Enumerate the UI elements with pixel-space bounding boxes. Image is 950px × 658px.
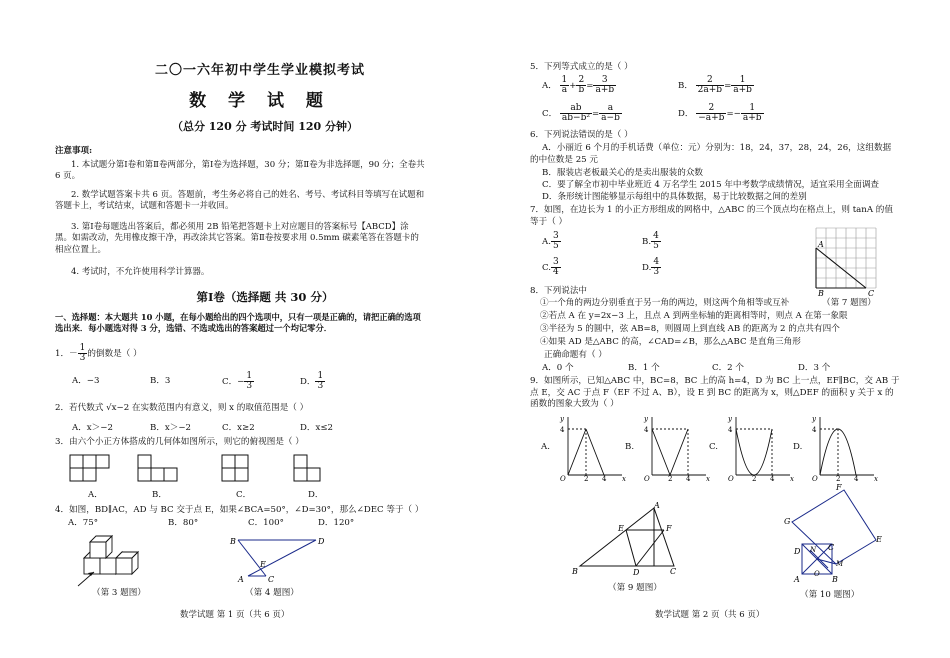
q5-a-d1: a [561,85,568,95]
fig7-label-c: C [868,289,875,298]
fig4-label-b: B [230,537,236,546]
q7-a-label: A. [542,237,551,247]
notice-1: 1. 本试题分第Ⅰ卷和第Ⅱ卷两部分，第Ⅰ卷为选择题，30 分；第Ⅱ卷为非选择题，90 分；全卷共 6 页。 [55,160,425,182]
graph-a-t2: 2 [584,475,589,483]
q6-option-a: A．小丽近 6 个月的手机话费（单位：元）分别为：18，24，37，28，24，26，这组数据的中位数是 25 元 [530,143,892,165]
q7-c-num: 3 [553,257,559,267]
q1-option-b: B．3 [150,376,171,386]
q6-option-d: D．条形统计图能够显示每组中的具体数据，易于比较数据之间的差别 [542,192,807,202]
q8-item-1: ①一个角的两边分别垂直于另一角的两边，则这两个角相等或互补 [540,298,790,308]
fig7-label-a: A [818,240,824,249]
fig9-label-b: B [572,567,578,576]
fig10-label-d: D [794,547,801,556]
q9-graph-b [640,413,712,481]
fig4-label-a: A [238,575,244,584]
q6-option-c: C．要了解全市初中毕业班近 4 万名学生 2015 年中考数学成绩情况，适宜采用全面调查 [542,180,880,190]
fig3-caption: （第 3 题图） [92,588,146,598]
q2-option-a: A．x＞−2 [72,423,113,433]
q1-den: 3 [79,353,86,363]
fig10-label-n: N [810,546,817,554]
q7-option-d [642,258,661,277]
q7-option-a [542,232,561,251]
q7-b-label: B. [642,237,652,247]
graph-c-origin: O [728,475,734,483]
section-title: 第Ⅰ卷（选择题 共 30 分） [196,290,334,304]
fig9-label-e: E [618,524,624,533]
q4-option-d: D．120° [318,518,355,528]
q1-fraction [78,344,88,363]
q1-option-d-label: D． [300,377,316,387]
q3-option-c: C． [236,490,252,500]
q7-option-b [642,232,661,251]
graph-b-origin: O [644,475,650,483]
q5-b-label: B． [678,81,693,91]
q1-option-a: A．−3 [72,376,100,386]
fig4-label-c: C [268,575,275,584]
q1-option-d [300,372,325,391]
q4-option-c: C．100° [248,518,284,528]
q9-option-c: C. [709,442,719,452]
q8-tail: 正确命题有（ ） [544,350,607,360]
fig10-caption: （第 10 题图） [800,590,860,600]
q2-option-c: C．x≥2 [222,423,255,433]
fig10-label-f: F [836,483,842,492]
q2-stem: 2．若代数式 √x−2 在实数范围内有意义，则 x 的取值范围是（ ） [55,403,309,413]
q5-a-n3: 3 [593,76,616,86]
graph-d-origin: O [812,475,818,483]
notice-3: 3. 第Ⅰ卷每题选出答案后，都必须用 2B 铅笔把答题卡上对应题目的答案标号【ABCD】涂黑。如需改动，先用橡皮擦干净，再改涂其它答案。第Ⅱ卷按要求用 0.5mm 碳素笔答在答题卡的相应位置上。 [55,222,419,255]
q1-num: 1 [79,343,86,353]
fig10-label-c: C [828,543,835,552]
q1-d-num: 1 [317,371,324,381]
q10-figure [784,484,884,588]
fig10-label-o: O [814,570,820,578]
q5-option-d: D． $\frac{2}{-a+b}$ =− $\frac{1}{a+b}$ [678,103,762,123]
q9-option-a: A. [541,442,550,452]
q1-c-num: 1 [246,371,253,381]
q6-option-b: B．服装店老板最关心的是卖出服装的众数 [542,168,704,178]
q2-option-b: B．x＞−2 [150,423,192,433]
q7-c-den: 4 [553,267,559,277]
graph-a-y4: 4 [560,426,565,434]
q5-a-n2: 2 [576,76,586,86]
q5-a-d3: a+b [595,85,615,95]
q7-d-den: 3 [653,267,660,277]
q8-item-3: ③半径为 5 的圆中，弦 AB=8，则圆周上到直线 AB 的距离为 2 的点共有四个 [540,324,840,334]
q5-stem: 5．下列等式成立的是（ ） [530,62,633,72]
fig4-label-d: D [318,537,325,546]
q5-option-b: B． $\frac{2}{2a+b}$ = $\frac{1}{a+b}$ [678,75,752,95]
fig9-label-c: C [670,567,677,576]
q5-d-d2: a+b [742,113,762,123]
q5-b-d2: a+b [733,85,752,95]
q3-option-a-figure [70,455,110,487]
fig10-label-a: A [794,575,800,584]
q4-stem: 4．如图，BD∥AC，AD 与 BC 交于点 E，如果∠BCA=50°，∠D=30°，那么∠DEC 等于（ ） [55,505,424,515]
q8-item-2: ②若点 A 在 y=2x−3 上，且点 A 到两坐标轴的距离相等时，则点 A 在第一象限 [540,311,848,321]
q1-c-den: 3 [246,381,253,391]
page2-footer: 数学试题 第 2 页（共 6 页） [655,610,765,620]
fig9-label-d: D [633,568,640,577]
q7-d-num: 4 [653,257,660,267]
q7-grid-figure [816,228,880,296]
q7-d-label: D. [642,263,652,273]
q9-triangle-figure [572,500,692,582]
exam-meta: （总分 120 分 考试时间 120 分钟） [171,120,359,133]
q3-stem: 3．由六个小正方体搭成的几何体如图所示，则它的俯视图是（ ） [55,437,304,447]
q4-figure [230,536,330,584]
q5-b-n1: 2 [696,76,724,86]
q5-c-d1: ab−b² [561,113,590,123]
q5-c-d2: a−b [601,113,620,123]
q5-option-a: A． $\frac{1}{a}$ + $\frac{2}{b}$ = $\frac{3}{a+b}$ [542,75,615,95]
q3-option-b-figure [138,455,178,487]
q9-graph-d [808,413,880,481]
fig10-label-m: M [836,560,844,568]
q5-c-label: C． [542,109,558,119]
exam-title: 二〇一六年初中学生学业模拟考试 [154,63,365,78]
q1-stem [55,344,142,363]
q8-option-b: B．1 个 [628,363,660,373]
fig10-label-g: G [784,517,791,526]
q7-b-den: 5 [653,241,659,251]
q8-item-4: ④如果 AD 是△ABC 的高，∠CAD=∠B，那么△ABC 是直角三角形 [540,337,801,347]
q5-option-c: C． $\frac{ab}{\text{ab−b²}}$ = $\frac{a}{a-b}$ [542,103,620,123]
q1-option-c-label: C．− [222,377,245,387]
q2-option-d: D．x≤2 [300,423,333,433]
exam-subject: 数 学 试 题 [189,91,331,111]
q5-c-n1: ab [560,104,592,114]
graph-d-t4: 4 [854,475,859,483]
fig9-label-a: A [654,501,660,510]
q1-d-den: 3 [317,381,324,391]
fig9-caption: （第 9 题图） [608,583,662,593]
q8-option-a: A．0 个 [542,363,574,373]
graph-b-y4: 4 [644,426,649,434]
graph-c-t2: 2 [752,475,757,483]
notice-heading: 注意事项: [55,146,93,156]
notice-4: 4. 考试时，不允许使用科学计算器。 [71,267,210,277]
fig4-caption: （第 4 题图） [245,588,299,598]
q9-option-d: D. [793,442,803,452]
fig4-label-e: E [260,560,266,569]
graph-b-t2: 2 [668,475,673,483]
q4-option-a: A．75° [68,518,99,528]
q5-b-d1: 2a+b [697,85,723,95]
fig9-label-f: F [666,524,672,533]
q5-d-d1: −a+b [698,113,725,123]
graph-d-y: y [812,415,816,423]
q3-cube-figure [78,532,158,588]
q1-option-c [222,372,254,391]
q9-option-b: B. [625,442,635,452]
fig10-label-e: E [876,535,882,544]
fig7-label-b: B [818,289,824,298]
graph-c-t4: 4 [770,475,775,483]
q9-stem: 9．如图所示，已知△ABC 中，BC=8，BC 上的高 h=4，D 为 BC 上一点，EF∥BC，交 AB 于点 E，交 AC 于点 F（EF 不过 A、B），设 E 到 BC 的距离为 x，则△DEF 的面积 y 关于 x 的函数的图象大致为（ ） [530,376,900,410]
q5-d-n2: 1 [741,104,764,114]
q8-stem: 8．下列说法中 [530,286,588,296]
q5-c-n2: a [599,104,622,114]
q8-option-d: D．3 个 [798,363,831,373]
graph-b-y: y [644,415,648,423]
q5-d-label: D． [678,109,694,119]
graph-d-x: x [874,475,878,483]
graph-c-x: x [790,475,794,483]
graph-d-y4: 4 [812,426,817,434]
q3-option-b: B． [152,490,167,500]
q7-b-num: 4 [653,231,659,241]
q6-stem: 6．下列说法错误的是（ ） [530,130,633,140]
graph-c-y: y [728,415,732,423]
graph-a-y: y [560,415,564,423]
q4-option-b: B．80° [168,518,199,528]
q3-option-d-figure [294,455,322,487]
fig10-label-b: B [832,575,838,584]
q5-d-n1: 2 [696,104,726,114]
q7-a-den: 5 [552,241,559,251]
q1-stem-post: 的倒数是（ ） [87,349,142,359]
q3-option-a: A． [88,490,103,500]
q9-graph-a [556,413,628,481]
graph-d-t2: 2 [836,475,841,483]
q5-a-d2: b [578,85,585,95]
fig7-caption: （第 7 题图） [822,298,876,308]
q5-a-n1: 1 [561,75,568,85]
graph-a-t4: 4 [602,475,607,483]
graph-b-t4: 4 [686,475,691,483]
q7-a-num: 3 [552,231,559,241]
graph-b-x: x [706,475,710,483]
graph-c-y4: 4 [728,426,733,434]
q1-stem-pre: 1．－ [55,349,78,359]
graph-a-origin: O [560,475,566,483]
q7-c-label: C. [542,263,552,273]
section-intro: 一、选择题：本大题共 10 小题，在每小题给出的四个选项中，只有一项是正确的，请把正确的选项选出来．每小题选对得 3 分，选错、不选或选出的答案超过一个均记零分． [55,312,421,334]
graph-a-x: x [622,475,626,483]
q5-b-n2: 1 [731,76,754,86]
q3-option-c-figure [222,455,250,487]
q3-option-d: D． [308,490,324,500]
q7-stem: 7．如图，在边长为 1 的小正方形组成的网格中，△ABC 的三个顶点均在格点上，则 tanA 的值等于（ ） [530,205,893,227]
q9-graph-c [724,413,796,481]
notice-2: 2. 数学试题答案卡共 6 页。答题前，考生务必将自己的姓名、考号、考试科目等填写在试题和答题卡上，考试结束，试题和答题卡一并收回。 [55,190,425,212]
q8-option-c: C．2 个 [712,363,744,373]
page1-footer: 数学试题 第 1 页（共 6 页） [180,610,290,620]
q5-a-label: A． [542,81,557,91]
q7-option-c [542,258,561,277]
